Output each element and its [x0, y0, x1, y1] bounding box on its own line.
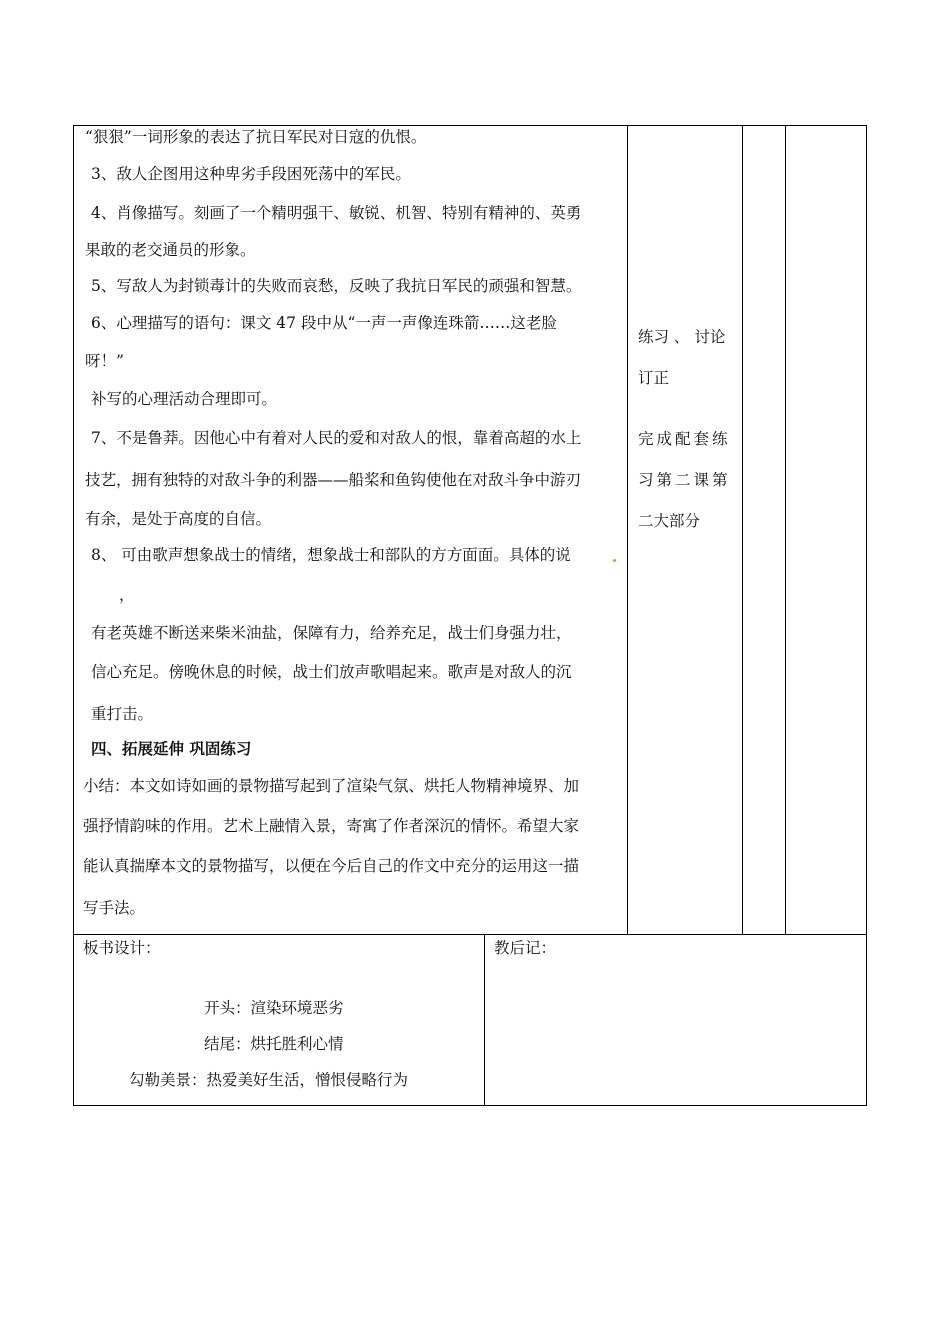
column-divider-main [627, 125, 628, 935]
stray-mark [613, 559, 616, 562]
main-line: 8、 可由歌声想象战士的情绪，想象战士和部队的方方面面。具体的说 [91, 546, 571, 564]
table-border-top [73, 125, 867, 126]
main-line: 7、不是鲁莽。因他心中有着对人民的爱和对敌人的恨，靠着高超的水上 [91, 429, 582, 447]
main-line: 4、肖像描写。刻画了一个精明强干、敏锐、机智、特别有精神的、英勇 [91, 204, 582, 222]
main-line: 6、心理描写的语句：课文 47 段中从“一声一声像连珠箭……这老脸 [91, 314, 557, 332]
column-divider-side [742, 125, 743, 935]
main-line: 技艺，拥有独特的对敌斗争的利器——船桨和鱼钩使他在对敌斗争中游刃 [85, 471, 582, 489]
notes-label: 教后记： [494, 939, 557, 957]
table-border-left [73, 125, 74, 1106]
main-line: 补写的心理活动合理即可。 [91, 390, 278, 408]
summary-line: 写手法。 [83, 899, 146, 917]
main-line: 5、写敌人为封锁毒计的失败而哀愁，反映了我抗日军民的顽强和智慧。 [91, 277, 582, 295]
side-line: 二大部分 [638, 512, 701, 530]
side-line: 习第二课第 [638, 471, 731, 489]
board-item: 勾勒美景：热爱美好生活，憎恨侵略行为 [129, 1071, 409, 1089]
main-line: ， [119, 586, 135, 604]
main-line: 有余，是处于高度的自信。 [85, 510, 272, 528]
side-line: 订正 [638, 369, 670, 387]
side-line: 练习 、 讨论 [638, 328, 726, 346]
main-line: 信心充足。傍晚休息的时候，战士们放声歌唱起来。歌声是对敌人的沉 [91, 663, 572, 681]
summary-line: 能认真揣摩本文的景物描写，以便在今后自己的作文中充分的运用这一描 [83, 857, 580, 875]
column-divider-narrow [785, 125, 786, 935]
main-line: 呀！” [85, 352, 124, 370]
table-border-mid [73, 934, 867, 935]
section-heading: 四、拓展延伸 巩固练习 [91, 739, 252, 758]
main-line: 重打击。 [91, 705, 154, 723]
column-divider-board [484, 934, 485, 1106]
summary-line: 小结：本文如诗如画的景物描写起到了渲染气氛、烘托人物精神境界、加 [83, 777, 580, 795]
main-line: 3、敌人企图用这种卑劣手段困死荡中的军民。 [91, 165, 411, 183]
table-border-bottom [73, 1105, 867, 1106]
main-line: “狠狠”一词形象的表达了抗日军民对日寇的仇恨。 [85, 128, 427, 146]
board-item: 开头：渲染环境恶劣 [204, 999, 344, 1017]
main-line: 有老英雄不断送来柴米油盐，保障有力，给养充足，战士们身强力壮， [91, 624, 572, 642]
side-line: 完成配套练 [638, 430, 731, 448]
board-item: 结尾：烘托胜利心情 [204, 1035, 344, 1053]
summary-line: 强抒情韵味的作用。艺术上融情入景，寄寓了作者深沉的情怀。希望大家 [83, 817, 580, 835]
main-line: 果敢的老交通员的形象。 [85, 241, 256, 259]
table-border-right [866, 125, 867, 1106]
board-label: 板书设计： [83, 939, 161, 957]
